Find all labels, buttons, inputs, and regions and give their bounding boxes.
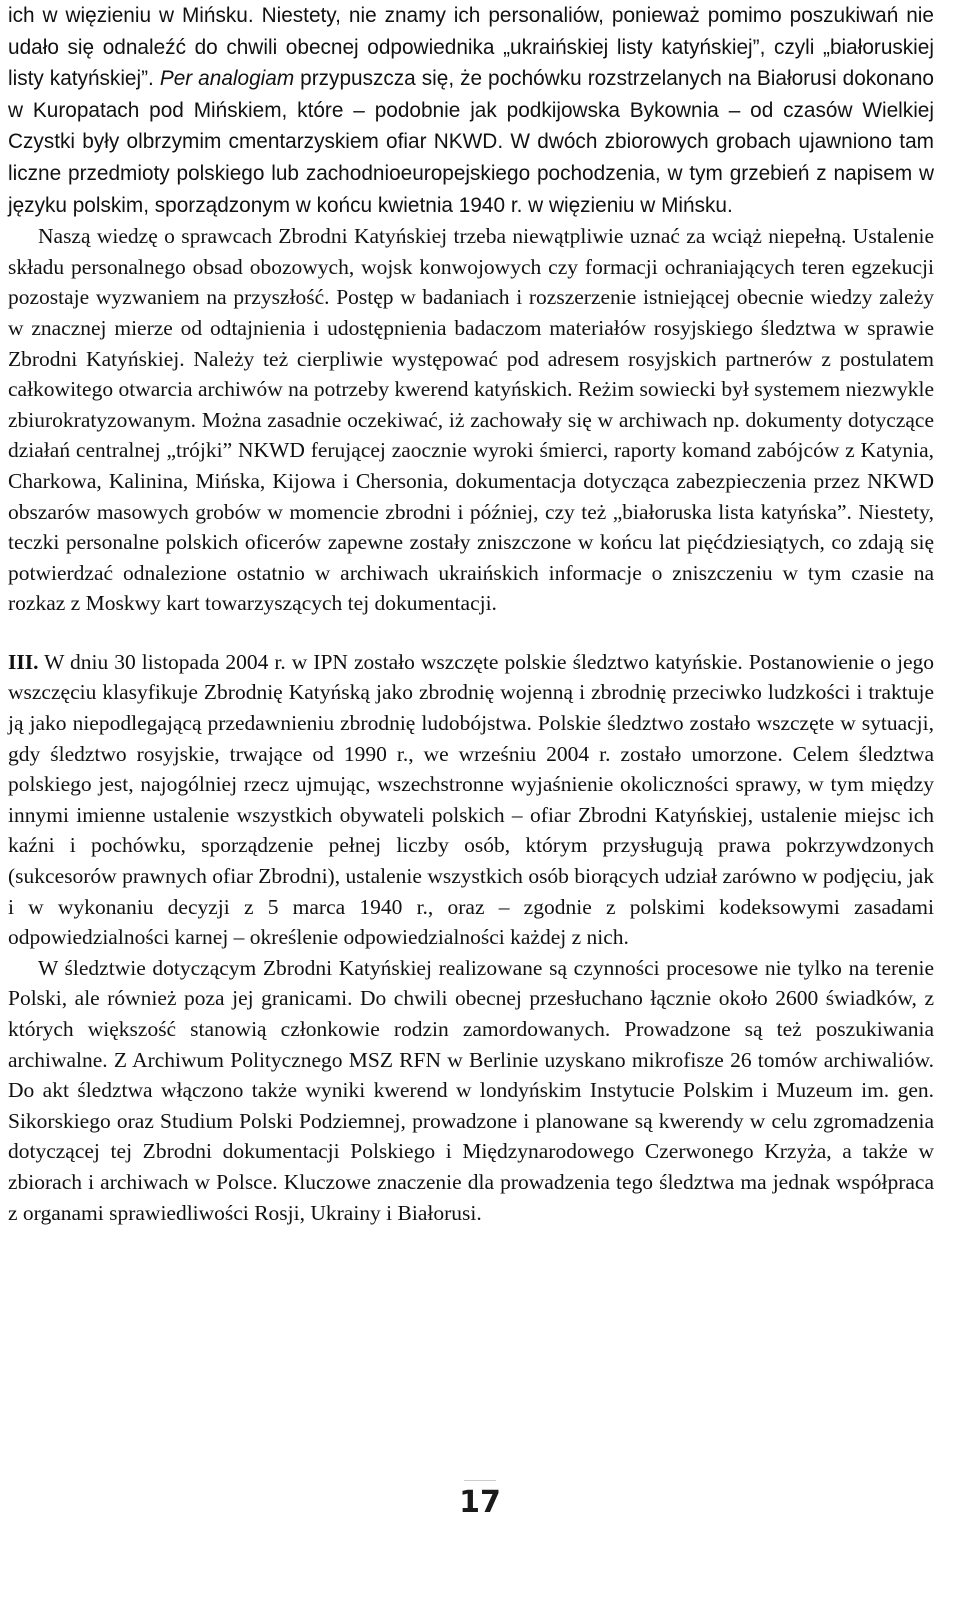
paragraph-section-iii [8,647,934,953]
paragraph-sans-text-rest: przypuszcza się, że pochówku rozstrzelanych na Białorusi dokonano w Kuropatach pod Mińskiem, które – podobnie jak podkijowska Bykownia – od czasów Wielkiej Czystki były olbrzymim cmentarzyskiem ofiar NKWD. [8,67,934,154]
paragraph-sans-text: ich w więzieniu w Mińsku. Niestety, nie znamy ich personaliów, ponieważ pomimo poszukiwań nie udało się odnaleźć do chwili obecnej odpowiednika „ukraińskiej listy katyńskiej”, czyli „białoruskiej listy katyńskiej”. [8,4,934,91]
paragraph-investigation: W śledztwie dotyczącym Zbrodni Katyńskiej realizowane są czynności procesowe nie tylko na terenie Polski, ale również poza jej granicami. Do chwili obecnej przesłuchano łącznie około 2600 świadków, z których większość stanowią członkowie rodzin zamordowanych. Prowadzone są też poszukiwania archiwalne. Z Archiwum Politycznego MSZ RFN w Berlinie uzyskano mikrofisze 26 tomów archiwaliów. Do akt śledztwa włączono także wyniki kwerend w londyńskim Instytucie Polskim i Muzeum im. gen. Sikorskiego oraz Studium Polski Podziemnej, prowadzone i planowane są kwerendy w celu zgromadzenia dotyczącej tej Zbrodni dokumentacji Polskiego i Międzynarodowego Czerwonego Krzyża, a także w zbiorach i archiwach w Polsce. Kluczowe znaczenie dla prowadzenia tego śledztwa ma jednak współpraca z organami sprawiedliwości Rosji, Ukrainy i Białorusi. [8,955,934,1225]
paragraph-sans-text-end: W dwóch zbiorowych grobach ujawniono tam liczne przedmioty polskiego lub zachodnioeuropejskiego pochodzenia, w tym grzebień z napisem w języku polskim, sporządzonym w końcu kwietnia 1940 r. w więzieniu w Mińsku. [8,130,934,217]
section-number: III. [8,649,39,674]
paragraph-perpetrators: Naszą wiedzę o sprawcach Zbrodni Katyńskiej trzeba niewątpliwie uznać za wciąż niepełną. Ustalenie składu personalnego obsad obozowych, wojsk konwojowych czy formacji ochraniających teren egzekucji pozostaje wyzwaniem na przyszłość. Postęp w badaniach i rozszerzenie istniejącej obecnie wiedzy zależy w znacznej mierze od odtajnienia i udostępnienia badaczom materiałów rosyjskiego śledztwa w sprawie Zbrodni Katyńskiej. Należy też cierpliwie występować pod adresem rosyjskich partnerów z postulatem całkowitego otwarcia archiwów na potrzeby kwerend katyńskich. Reżim sowiecki był systemem niezwykle zbiurokratyzowanym. Można zasadnie oczekiwać, iż zachowały się w archiwach np. dokumenty dotyczące działań centralnej „trójki” NKWD ferującej zaocznie wyroki śmierci, raporty komand zabójców z Katynia, Charkowa, Kalinina, Mińska, Kijowa i Chersonia, dokumentacja dotycząca zabezpieczenia przez NKWD obszarów masowych grobów w momencie zbrodni i później, czy też „białoruska lista katyńska”. Niestety, teczki personalne polskich oficerów zapewne zostały zniszczone w końcu lat pięćdziesiątych, co zdają się potwierdzać odnalezione ostatnio w archiwach ukraińskich informacje o zniszczeniu w tym czasie na rozkaz z Moskwy kart towarzyszących tej dokumentacji. [8,224,934,616]
page-number-text: 17 [453,1488,507,1519]
latin-phrase: Per analogiam [159,67,295,91]
section-iii-text: W dniu 30 listopada 2004 r. w IPN zostało wszczęte polskie śledztwo katyńskie. Postanowienie o jego wszczęciu klasyfikuje Zbrodnię Katyńską jako zbrodnię wojenną i zbrodnię przeciwko ludzkości i traktuje ją jako niepodlegającą przedawnieniu zbrodnię ludobójstwa. Polskie śledztwo zostało wszczęte w sytuacji, gdy śledztwo rosyjskie, trwające od 1990 r., we wrześniu 2004 r. zostało umorzone. Celem śledztwa polskiego jest, najogólniej rzecz ujmując, wszechstronne wyjaśnienie okoliczności sprawy, w tym między innymi imienne ustalenie wszystkich obywateli polskich – ofiar Zbrodni Katyńskiej, ustalenie miejsc ich kaźni i pochówku, sporządzenie pełnej liczby osób, którym przysługują prawa pokrzywdzonych (sukcesorów prawnych ofiar Zbrodni), ustalenie wszystkich osób biorących udział zarówno w podjęciu, jak i w wykonaniu decyzji z 5 marca 1940 r., oraz – zgodnie z polskimi kodeksowymi zasadami odpowiedzialności karnej – określenie odpowiedzialności każdej z nich. [8,649,934,950]
paragraph-continuation [8,0,934,221]
section-gap [8,619,934,647]
page-number [0,1485,960,1520]
